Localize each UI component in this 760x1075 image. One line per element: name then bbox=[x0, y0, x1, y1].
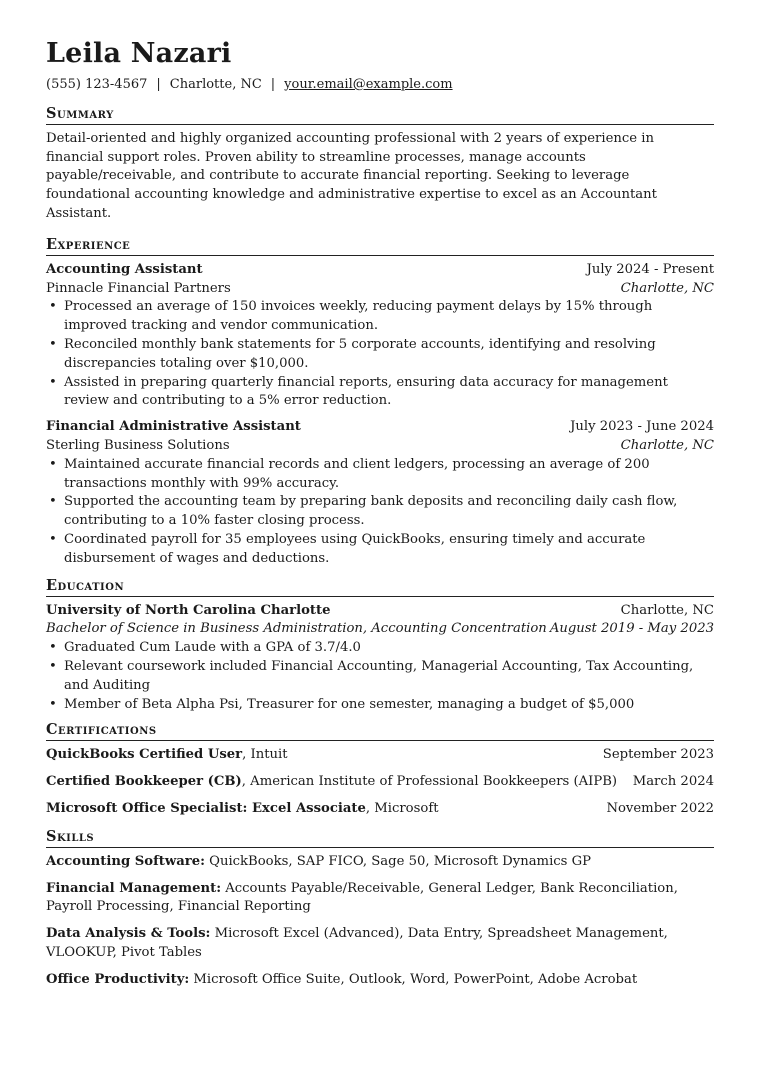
certification-item bbox=[46, 746, 714, 765]
job-bullets bbox=[46, 456, 714, 569]
education-header bbox=[46, 602, 714, 621]
certification-date: November 2022 bbox=[606, 800, 714, 816]
job-dates: July 2024 - Present bbox=[586, 261, 714, 277]
job-company: Pinnacle Financial Partners bbox=[46, 280, 231, 296]
job-role: Financial Administrative Assistant bbox=[46, 419, 301, 435]
degree: Bachelor of Science in Business Administration, Accounting Concentration bbox=[46, 621, 547, 637]
separator: | bbox=[156, 77, 161, 92]
school-location: Charlotte, NC bbox=[620, 602, 714, 618]
list-item: • Graduated Cum Laude with a GPA of 3.7/4.0 bbox=[46, 639, 714, 658]
section-title-certifications: Certifications bbox=[46, 720, 714, 741]
list-item: • Processed an average of 150 invoices weekly, reducing payment delays by 15% through improved tracking and vendor communication. bbox=[46, 298, 714, 336]
list-item: • Member of Beta Alpha Psi, Treasurer for one semester, managing a budget of $5,000 bbox=[46, 696, 714, 715]
job-location: Charlotte, NC bbox=[620, 280, 714, 296]
skill-item bbox=[46, 880, 714, 918]
list-item: • Coordinated payroll for 35 employees using QuickBooks, ensuring timely and accurate disbursement of wages and deductions. bbox=[46, 531, 714, 569]
list-item: • Reconciled monthly bank statements for 5 corporate accounts, identifying and resolving discrepancies totaling over $10,000. bbox=[46, 336, 714, 374]
certification-item bbox=[46, 773, 714, 792]
skill-item bbox=[46, 853, 714, 872]
skill-item bbox=[46, 971, 714, 990]
skill-value: Microsoft Office Suite, Outlook, Word, PowerPoint, Adobe Acrobat bbox=[189, 971, 638, 987]
list-item: • Relevant coursework included Financial Accounting, Managerial Accounting, Tax Accounting, and Auditing bbox=[46, 658, 714, 696]
job-role: Accounting Assistant bbox=[46, 261, 203, 277]
certification-text bbox=[46, 800, 439, 819]
education-subheader bbox=[46, 620, 714, 639]
skill-label: Accounting Software: bbox=[46, 853, 205, 869]
candidate-name: Leila Nazari bbox=[46, 38, 232, 69]
job-header bbox=[46, 418, 714, 437]
job-company: Sterling Business Solutions bbox=[46, 437, 230, 453]
section-title-experience: Experience bbox=[46, 235, 714, 256]
email-link[interactable]: your.email@example.com bbox=[284, 77, 453, 92]
skill-value: Accounts Payable/Receivable, General Ledger, Bank Reconciliation, Payroll Processing, Financial Reporting bbox=[46, 880, 678, 915]
certification-name: QuickBooks Certified User bbox=[46, 747, 243, 763]
skills-list bbox=[46, 853, 714, 990]
certification-text bbox=[46, 746, 288, 765]
skill-label: Office Productivity: bbox=[46, 971, 190, 987]
education-bullets bbox=[46, 639, 714, 714]
certification-date: March 2024 bbox=[632, 774, 714, 790]
contact-line bbox=[46, 76, 714, 95]
job-dates: July 2023 - June 2024 bbox=[570, 419, 714, 435]
certification-date: September 2023 bbox=[602, 747, 714, 763]
list-item: • Maintained accurate financial records and client ledgers, processing an average of 200 transactions monthly with 99% accuracy. bbox=[46, 456, 714, 494]
section-title-education: Education bbox=[46, 576, 714, 597]
skill-label: Data Analysis & Tools: bbox=[46, 926, 211, 942]
list-item: • Assisted in preparing quarterly financial reports, ensuring data accuracy for management review and contributing to a 5% error reduction. bbox=[46, 374, 714, 412]
section-title-skills: Skills bbox=[46, 827, 714, 848]
phone: (555) 123-4567 bbox=[46, 77, 148, 92]
list-item: • Supported the accounting team by preparing bank deposits and reconciling daily cash flow, contributing to a 10% faster closing process. bbox=[46, 493, 714, 531]
job-bullets bbox=[46, 298, 714, 411]
section-title-summary: Summary bbox=[46, 104, 714, 125]
job-entry bbox=[46, 418, 714, 568]
location: Charlotte, NC bbox=[169, 77, 262, 92]
certification-issuer: , Microsoft bbox=[365, 800, 439, 816]
job-subheader bbox=[46, 437, 714, 456]
certification-name: Certified Bookkeeper (CB) bbox=[46, 774, 242, 790]
certification-text bbox=[46, 773, 617, 792]
education-entry bbox=[46, 602, 714, 715]
education-dates: August 2019 - May 2023 bbox=[549, 621, 714, 637]
job-subheader bbox=[46, 280, 714, 299]
skill-item bbox=[46, 925, 714, 963]
skill-value: Microsoft Excel (Advanced), Data Entry, Spreadsheet Management, VLOOKUP, Pivot Tables bbox=[46, 926, 668, 960]
separator: | bbox=[270, 77, 276, 92]
summary-text: Detail-oriented and highly organized accounting professional with 2 years of experience in financial support roles. Proven ability to streamline processes, manage accounts payable/receivable, and contribute to accurate financial reporting. Seeking to leverage foundational accounting knowledge and administrative expertise to excel as an Accountant Assistant. bbox=[46, 130, 657, 221]
job-location: Charlotte, NC bbox=[620, 437, 714, 453]
job-header bbox=[46, 261, 714, 280]
job-entry bbox=[46, 261, 714, 411]
skill-value: QuickBooks, SAP FICO, Sage 50, Microsoft Dynamics GP bbox=[204, 853, 592, 869]
school-name: University of North Carolina Charlotte bbox=[46, 602, 331, 618]
certification-issuer: , Intuit bbox=[242, 747, 288, 763]
certifications-list bbox=[46, 746, 714, 818]
certification-name: Microsoft Office Specialist: Excel Associate bbox=[46, 800, 366, 816]
skill-label: Financial Management: bbox=[46, 880, 222, 896]
certification-item bbox=[46, 800, 714, 819]
certification-issuer: , American Institute of Professional Bookkeepers (AIPB) bbox=[241, 774, 618, 790]
